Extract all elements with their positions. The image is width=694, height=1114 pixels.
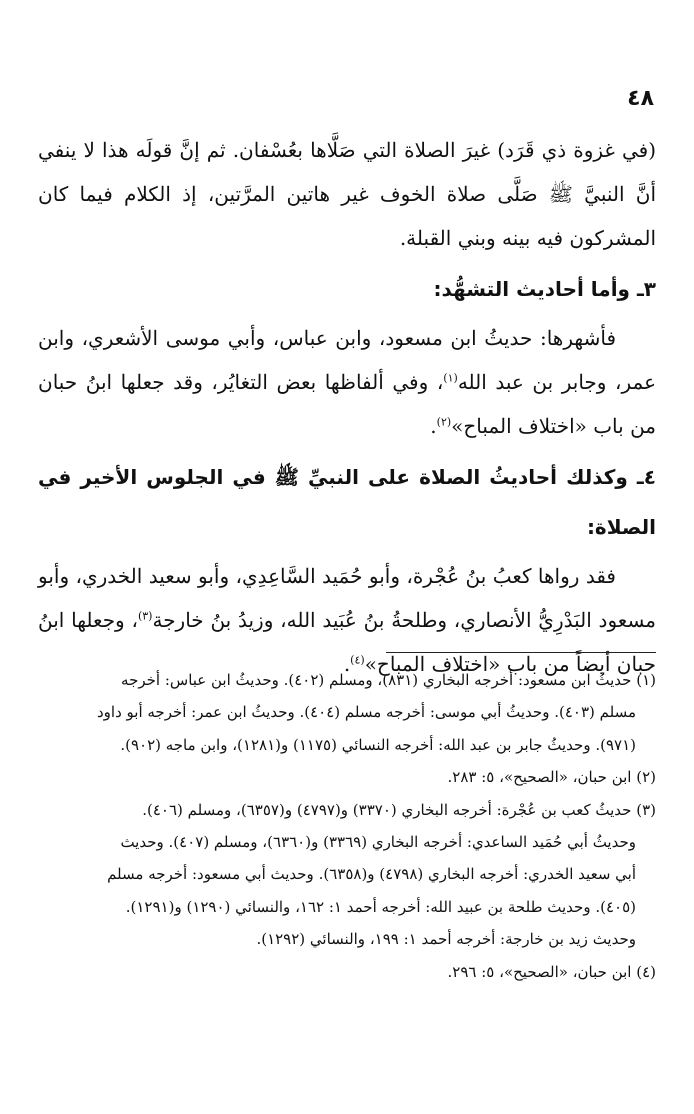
footnote-ref-3[interactable]: (٣) — [137, 609, 153, 623]
footnote-1-line-3: (٩٧١). وحديثُ جابر بن عبد الله: أخرجه النسائي (١١٧٥) و(١٢٨١)، وابن ماجه (٩٠٢). — [120, 735, 636, 754]
section-3-text-b: ، وفي ألفاظها بعض التغايُر، وقد جعلها ابنُ حبان من باب «اختلاف المباح» — [38, 370, 656, 438]
footnote-ref-4[interactable]: (٤) — [350, 653, 365, 667]
section-4-text-a: فقد رواها كعبُ بنُ عُجْرة، وأبو حُمَيد السَّاعِدِي، وأبو سعيد الخدري، وأبو مسعود البَدْرِيُّ الأنصاري، وطلحةُ بنُ عُبَيد الله، وزيدُ بنُ خارجة — [38, 564, 656, 632]
footnote-1-line-1: (١) حديثُ ابن مسعود: أخرجه البخاري (٨٣١)، ومسلم (٤٠٢). وحديثُ ابن عباس: أخرجه — [121, 671, 656, 689]
footnote-1-line-2: مسلم (٤٠٣). وحديثُ أبي موسى: أخرجه مسلم (٤٠٤). وحديثُ ابن عمر: أخرجه أبو داود — [96, 703, 636, 722]
section-4-heading: ٤ـ وكذلك أحاديثُ الصلاة على النبيِّ ﷺ في الجلوس الأخير في الصلاة: — [38, 465, 656, 539]
footnote-3-line-1: (٣) حديثُ كعب بن عُجْرة: أخرجه البخاري (٣٣٧٠) و(٤٧٩٧) و(٦٣٥٧)، ومسلم (٤٠٦). — [142, 800, 656, 819]
section-4-text-c: . — [343, 652, 351, 676]
footnote-3-line-3: أبي سعيد الخدري: أخرجه البخاري (٤٧٩٨) و(٦٣٥٨). وحديث أبي مسعود: أخرجه مسلم — [107, 865, 636, 884]
section-3-text-c: . — [430, 414, 437, 438]
footnote-ref-1[interactable]: (١) — [443, 371, 458, 385]
footnote-3-line-5: وحديث زيد بن خارجة: أخرجه أحمد ١: ١٩٩، والنسائي (١٢٩٢). — [256, 930, 636, 949]
footnote-ref-2[interactable]: (٢) — [436, 415, 452, 429]
footnote-3-line-2: وحديثُ أبي حُمَيد الساعدي: أخرجه البخاري (٣٣٦٩) و(٦٣٦٠)، ومسلم (٤٠٧). وحديث — [120, 833, 636, 852]
intro-paragraph: (في غزوة ذي قَرَد) غيرَ الصلاة التي صَلَّاها بعُسْفان. ثم إنَّ قولَه هذا لا ينفي أنَّ النبيَّ ﷺ صَلَّى صلاة الخوف غير هاتين المرَّتين، إذ الكلام فيما كان المشركون فيه بينه وبني القبلة. — [38, 138, 656, 250]
footnote-2: (٢) ابن حبان، «الصحيح»، ٥: ٢٨٣. — [447, 768, 656, 787]
footnotes — [38, 664, 656, 988]
footnote-3-line-4: (٤٠٥). وحديث طلحة بن عبيد الله: أخرجه أحمد ١: ١٦٢، والنسائي (١٢٩٠) و(١٢٩١). — [125, 897, 636, 916]
footnote-divider — [386, 652, 656, 653]
footnote-4: (٤) ابن حبان، «الصحيح»، ٥: ٢٩٦. — [447, 962, 656, 981]
section-3-heading: ٣ـ وأما أحاديث التشهُّد: — [433, 277, 656, 301]
section-4-text-b: ، وجعلها ابنُ حبان أيضاً من باب «اختلاف المباح» — [38, 608, 656, 676]
section-3-paragraph — [38, 316, 656, 448]
main-text — [38, 128, 656, 686]
page-number: ٤٨ — [627, 86, 654, 111]
section-3-text-a: فأشهرها: حديثُ ابن مسعود، وابن عباس، وأبي موسى الأشعري، وابن عمر، وجابر بن عبد الله — [38, 326, 656, 394]
